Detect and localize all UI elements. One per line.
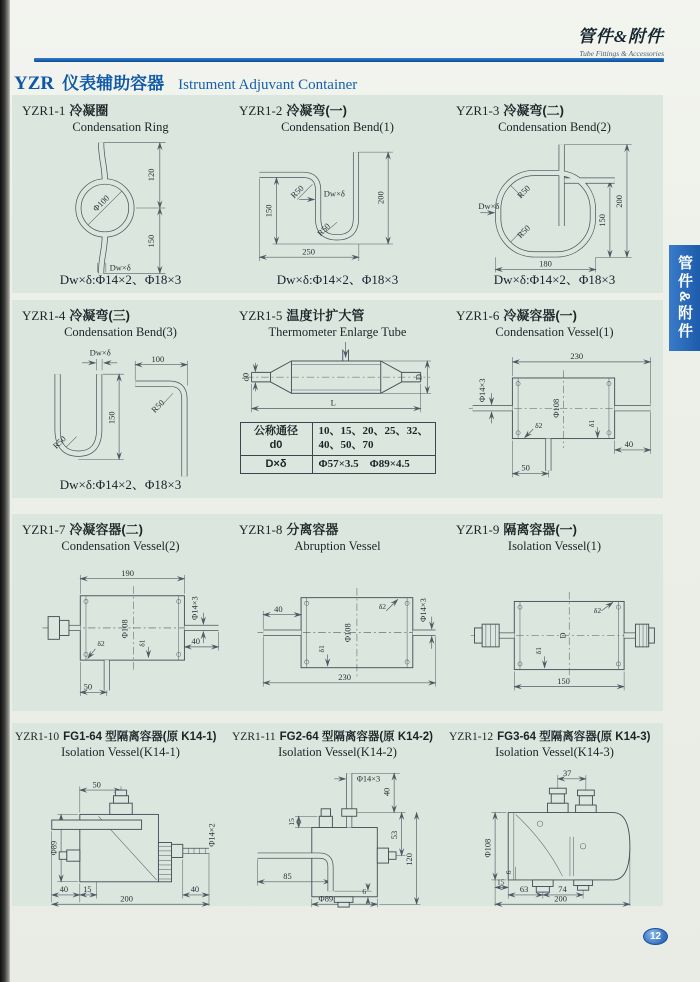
dim-label: Φ14×3 [356,773,380,784]
panel-caption: Dw×δ:Φ14×2、Φ18×3 [59,272,182,287]
panel-title-en: Condensation Ring [72,120,169,134]
dim-label: Φ100 [90,192,111,214]
panel-title-cn: 冷凝弯(二) [503,103,565,118]
dim-label: Φ108 [341,623,352,643]
panel-code: YZR1-4 [22,308,66,323]
dim-label: 190 [120,567,134,578]
panel-yzr1-9 [446,514,663,711]
dim-label: 120 [403,853,414,866]
dim-label: 150 [105,411,116,425]
panel-yzr1-3 [446,95,663,293]
dim-label: 230 [337,672,351,683]
panel-yzr1-1 [12,95,229,293]
vessel-drawing [468,370,650,470]
section-row-4 [12,723,663,906]
panel-title-en: Thermometer Enlarge Tube [268,325,407,339]
dim-label: Φ108 [481,838,492,858]
dim-label: 150 [596,213,607,227]
dim-label: R50 [514,222,532,240]
panel-title-en: Isolation Vessel(K14-2) [278,745,397,759]
dim-label: 50 [91,779,101,790]
dim-label: 6 [361,886,366,896]
dim-label: Dw×δ [89,347,111,358]
dim-label: 40 [191,636,200,647]
dim-label: 200 [613,194,624,208]
dim-label: Φ108 [550,398,561,418]
dim-label: 150 [556,675,570,686]
dim-label: δ1 [137,639,147,647]
dim-label: δ1 [316,645,326,653]
panel-title [446,100,663,119]
vessel-drawing [257,773,399,907]
panel-title-cn: FG1-64 型隔离容器(原 K14-1) [63,731,217,743]
dim-label: Dw×δ [109,262,131,273]
dim-label: R50 [314,220,332,239]
panel-title-en: Condensation Bend(1) [281,120,394,134]
dimension-lines [65,359,187,459]
panel-title [229,728,446,744]
dim-label: 74 [557,884,567,895]
panel-yzr1-12 [446,723,663,906]
dim-label: 100 [151,353,164,364]
header-title-cn: 管件&附件 [577,27,664,46]
dim-label: R50 [50,433,68,451]
book-spine [0,0,10,982]
panel-title [446,305,663,324]
panel-title [446,519,663,538]
panel-title-en: Isolation Vessel(K14-1) [61,745,180,759]
dim-label: Φ89 [318,893,333,904]
panel-code: YZR1-7 [22,522,66,537]
header-rule [34,58,664,62]
table-cell: D×δ [240,455,312,474]
panel-yzr1-11 [229,723,446,906]
panel-title-en: Condensation Bend(3) [64,325,177,339]
dim-label: Φ14×3 [417,598,428,622]
panel-code: YZR1-12 [449,731,494,743]
table-cell: 10、15、20、25、32、 40、50、70 [312,423,435,456]
dim-label: R50 [514,183,532,201]
dim-label: Φ108 [119,619,130,639]
dim-label: 40 [190,884,199,895]
panel-code: YZR1-8 [239,522,283,537]
panel-yzr1-10 [12,723,229,906]
panel-title-en: Condensation Vessel(1) [495,325,614,339]
panel-yzr1-2 [229,95,446,293]
dim-label: 40 [59,884,68,895]
panel-title-cn: 冷凝弯(三) [69,308,131,323]
vessel-drawing [508,788,630,895]
panel-title [446,728,663,744]
diagram-condensation-vessel-1 [450,342,660,484]
dim-label: 180 [538,258,552,269]
table-cell: Φ57×3.5 Φ89×4.5 [312,455,435,474]
vessel-drawing [51,790,208,882]
dim-label: 37 [562,768,571,779]
panel-caption: Dw×δ:Φ14×2、Φ18×3 [59,477,182,492]
panel-title-cn: 冷凝弯(一) [286,103,348,118]
dim-label: 15 [82,884,92,895]
dim-label: 40 [273,603,283,614]
panel-yzr1-6 [446,300,663,498]
dim-label: δ2 [96,638,105,648]
dim-label: 200 [553,893,567,904]
dim-label: Φ14×3 [476,378,487,403]
header-title-en: Tube Fittings & Accessories [579,49,664,58]
panel-code: YZR1-10 [15,731,60,743]
dim-label: 50 [520,462,530,473]
dim-label: Φ14×3 [189,596,200,620]
enlarge-tube-table [240,422,436,474]
dim-label: 85 [282,870,292,881]
panel-title-en: Abruption Vessel [294,539,381,553]
diagram-isolation-vessel-k14-3 [447,762,663,908]
dim-label: 150 [145,234,156,248]
dim-label: 53 [388,830,399,840]
page-title-cn: 仪表辅助容器 [62,74,165,93]
dim-label: δ2 [593,605,601,615]
panel-title-cn: 隔离容器(一) [503,522,578,537]
section-row-1 [12,95,663,293]
panel-code: YZR1-11 [232,731,276,743]
dim-label: δ1 [533,646,543,655]
diagram-condensation-bend-1 [233,137,443,279]
dim-label: Φ14×2 [206,823,217,847]
dim-label: 230 [569,351,583,362]
dim-label: Dw×δ [477,200,499,211]
panel-yzr1-7 [12,514,229,711]
panel-caption: Dw×δ:Φ14×2、Φ18×3 [276,272,399,287]
panel-title [229,519,446,538]
dim-label: D [413,374,424,381]
panel-yzr1-4 [12,300,229,498]
panel-code: YZR1-5 [239,308,283,323]
panel-title-cn: FG2-64 型隔离容器(原 K14-2) [279,731,434,743]
panel-yzr1-5 [229,300,446,498]
panel-title-cn: 冷凝容器(二) [69,522,144,537]
panel-caption: Dw×δ:Φ14×2、Φ18×3 [493,272,616,287]
panel-title [12,305,229,324]
table-cell: 公称通径 d0 [240,423,312,456]
dim-label: 150 [263,204,274,218]
dim-label: 200 [119,893,133,904]
dim-label: R50 [288,183,306,201]
dim-label: 120 [145,168,156,182]
panel-code: YZR1-2 [239,103,283,118]
panel-code: YZR1-1 [22,103,66,118]
page-header [578,22,664,58]
panel-title [229,100,446,119]
panel-title [229,305,446,324]
diagram-condensation-vessel-2 [16,556,226,698]
dim-label: L [330,397,336,408]
panel-code: YZR1-9 [456,522,500,537]
tube-drawing [57,374,184,476]
panel-title-cn: 温度计扩大管 [286,308,365,323]
panel-code: YZR1-3 [456,103,500,118]
dim-label: D [556,632,567,639]
panel-code: YZR1-6 [456,308,500,323]
diagram-abruption-vessel [233,556,443,698]
diagram-isolation-vessel-k14-2 [230,762,446,908]
dim-label: δ2 [534,421,542,431]
panel-title-cn: 冷凝圈 [69,103,109,118]
dim-label: 40 [624,439,633,450]
panel-title-en: Condensation Vessel(2) [61,539,180,553]
panel-title [12,519,229,538]
diagram-condensation-bend-3 [16,342,226,484]
diagram-isolation-vessel-k14-1 [13,762,229,908]
dimension-lines [491,357,650,477]
panel-yzr1-8 [229,514,446,711]
side-tab-label: 管件&附件 [676,255,693,341]
page-title-en: Istrument Adjuvant Container [178,77,358,93]
dim-label: 50 [83,681,92,692]
diagram-thermometer-tube [233,342,443,418]
dim-label: 63 [519,884,528,895]
dim-label: 40 [380,787,391,797]
dim-label: δ1 [586,419,596,428]
dimension-lines [257,773,420,907]
dim-label: 200 [374,191,385,204]
panel-title-cn: FG3-64 型隔离容器(原 K14-3) [497,731,651,743]
diagram-condensation-ring [16,137,226,279]
dim-label: 250 [301,246,315,257]
diagram-isolation-vessel-1 [450,556,660,698]
dim-label: 15 [286,818,296,826]
section-row-2 [12,300,663,498]
dim-label: 6 [503,870,513,875]
dim-label: δ2 [378,602,386,612]
panel-title-en: Isolation Vessel(1) [507,539,602,553]
panel-title-en: Condensation Bend(2) [498,120,611,134]
dim-label: Φ89 [47,840,58,856]
dim-label: 15 [496,877,504,887]
panel-title [12,728,229,744]
dim-label: Dw×δ [323,188,345,199]
page-number-badge [643,928,668,945]
dim-label: d0 [240,372,251,382]
page-number: 12 [649,931,662,942]
panel-title-cn: 冷凝容器(一) [503,308,578,323]
panel-title-en: Isolation Vessel(K14-3) [495,745,614,759]
page-title-code: YZR [14,73,55,94]
panel-title-cn: 分离容器 [286,522,339,537]
section-row-3 [12,514,663,711]
dim-label: R50 [148,397,166,415]
dimension-lines [259,152,392,261]
side-tab[interactable] [669,245,700,351]
vessel-drawing [245,342,429,393]
panel-title [12,100,229,119]
tube-drawing [498,145,614,255]
page-title [14,69,357,95]
diagram-condensation-bend-2 [450,137,660,279]
